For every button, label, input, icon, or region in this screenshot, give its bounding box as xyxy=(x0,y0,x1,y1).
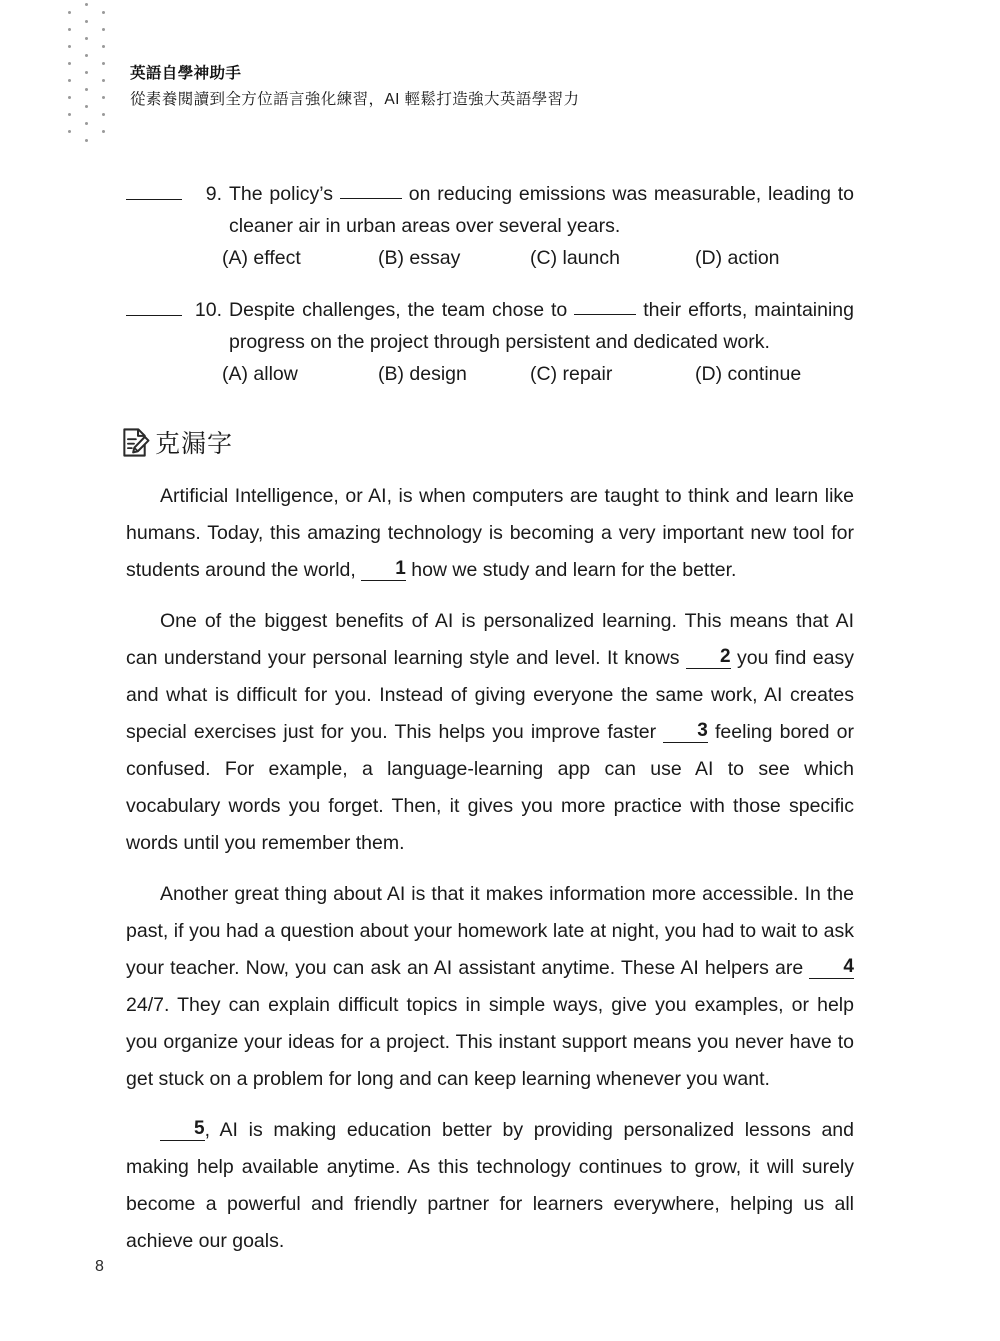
cloze-blank-4[interactable]: 4 xyxy=(809,956,854,979)
question-10-inline-blank[interactable] xyxy=(574,297,636,315)
question-10-options xyxy=(222,358,854,390)
decorative-dot xyxy=(102,113,105,116)
section-title: 克漏字 xyxy=(155,430,234,458)
question-9-text xyxy=(229,178,854,242)
question-10-stem-before: Despite challenges, the team chose to xyxy=(229,299,568,321)
question-9-number: 9. xyxy=(205,183,222,205)
decorative-dot xyxy=(68,11,71,14)
question-10-stem xyxy=(126,294,854,358)
answer-blank-10[interactable] xyxy=(126,296,182,316)
question-10-option-c[interactable]: (C) repair xyxy=(530,363,613,385)
question-9-stem-before: The policy’s xyxy=(229,183,334,205)
decorative-dot-grid xyxy=(68,0,118,144)
answer-blank-9[interactable] xyxy=(126,180,182,200)
cloze-passage xyxy=(126,478,854,1260)
passage-text: feeling bored or confused. For example, a language-learning app can use AI to see which vocabulary words you forget. Then, it gives you more practice with those specific words until you remember them. xyxy=(126,721,854,854)
decorative-dot xyxy=(68,96,71,99)
decorative-dot xyxy=(68,113,71,116)
decorative-dot xyxy=(85,88,88,91)
passage-paragraph xyxy=(126,1112,854,1260)
decorative-dot xyxy=(85,20,88,23)
cloze-blank-2[interactable]: 2 xyxy=(686,646,731,669)
cloze-blank-5[interactable]: 5 xyxy=(160,1118,205,1141)
question-9-stem xyxy=(126,178,854,242)
decorative-dot xyxy=(102,11,105,14)
cloze-blank-1[interactable]: 1 xyxy=(361,558,406,581)
question-10-option-a[interactable]: (A) allow xyxy=(222,363,298,385)
cloze-blank-3[interactable]: 3 xyxy=(663,720,708,743)
passage-text: Artificial Intelligence, or AI, is when computers are taught to think and learn like humans. Today, this amazing technology is becoming a very important new tool for students around the world, xyxy=(126,485,854,581)
section-heading-cloze xyxy=(120,424,854,460)
decorative-dot xyxy=(68,79,71,82)
question-9-option-a[interactable]: (A) effect xyxy=(222,247,301,269)
question-10-number: 10. xyxy=(194,299,222,321)
question-10-option-b[interactable]: (B) design xyxy=(378,363,467,385)
question-9-stem-after: on reducing emissions was measurable, leading to cleaner air in urban areas over several years. xyxy=(229,183,855,237)
question-10-text xyxy=(229,294,854,358)
question-10 xyxy=(126,294,854,390)
page-content xyxy=(126,178,854,1260)
passage-paragraph xyxy=(126,478,854,589)
question-9-option-d[interactable]: (D) action xyxy=(695,247,780,269)
decorative-dot xyxy=(102,45,105,48)
decorative-dot xyxy=(85,71,88,74)
book-title: 英語自學神助手 xyxy=(130,65,242,82)
passage-text: 24/7. They can explain difficult topics in simple ways, give you examples, or help you organize your ideas for a project. This instant support means you never have to get stuck on a problem for long and can keep learning whenever you want. xyxy=(126,994,854,1090)
question-9-option-c[interactable]: (C) launch xyxy=(530,247,620,269)
question-9-inline-blank[interactable] xyxy=(340,181,402,199)
passage-paragraph xyxy=(126,603,854,862)
decorative-dot xyxy=(85,122,88,125)
document-pencil-icon xyxy=(120,427,151,458)
decorative-dot xyxy=(102,130,105,133)
passage-paragraph xyxy=(126,876,854,1098)
decorative-dot xyxy=(102,96,105,99)
question-9 xyxy=(126,178,854,274)
decorative-dot xyxy=(85,105,88,108)
question-9-option-b[interactable]: (B) essay xyxy=(378,247,461,269)
decorative-dot xyxy=(85,3,88,6)
passage-text: , AI is making education better by providing personalized lessons and making help available anytime. As this technology continues to grow, it will surely become a powerful and friendly partner for learners everywhere, helping us all achieve our goals. xyxy=(126,1119,854,1252)
question-10-option-d[interactable]: (D) continue xyxy=(695,363,802,385)
question-9-options xyxy=(222,242,854,274)
page-number: 8 xyxy=(95,1258,104,1275)
book-subtitle: 從素養閱讀到全方位語言強化練習，AI 輕鬆打造強大英語學習力 xyxy=(130,91,580,109)
decorative-dot xyxy=(102,28,105,31)
decorative-dot xyxy=(102,62,105,65)
decorative-dot xyxy=(85,54,88,57)
passage-text: One of the biggest benefits of AI is personalized learning. This means that AI can understand your personal learning style and level. It knows xyxy=(126,610,854,669)
decorative-dot xyxy=(102,79,105,82)
decorative-dot xyxy=(68,45,71,48)
decorative-dot xyxy=(85,139,88,142)
decorative-dot xyxy=(85,37,88,40)
question-10-stem-after: their efforts, maintaining progress on the project through persistent and dedicated work. xyxy=(229,299,854,353)
passage-text: Another great thing about AI is that it makes information more accessible. In the past, if you had a question about your homework late at night, you had to wait to ask your teacher. Now, you can ask an AI assistant anytime. These AI helpers are xyxy=(126,883,854,979)
passage-text: you find easy and what is difficult for you. Instead of giving everyone the same work, AI creates special exercises just for you. This helps you improve faster xyxy=(126,647,854,743)
running-header xyxy=(130,62,890,113)
passage-text: how we study and learn for the better. xyxy=(405,559,737,581)
decorative-dot xyxy=(68,130,71,133)
decorative-dot xyxy=(68,28,71,31)
decorative-dot xyxy=(68,62,71,65)
